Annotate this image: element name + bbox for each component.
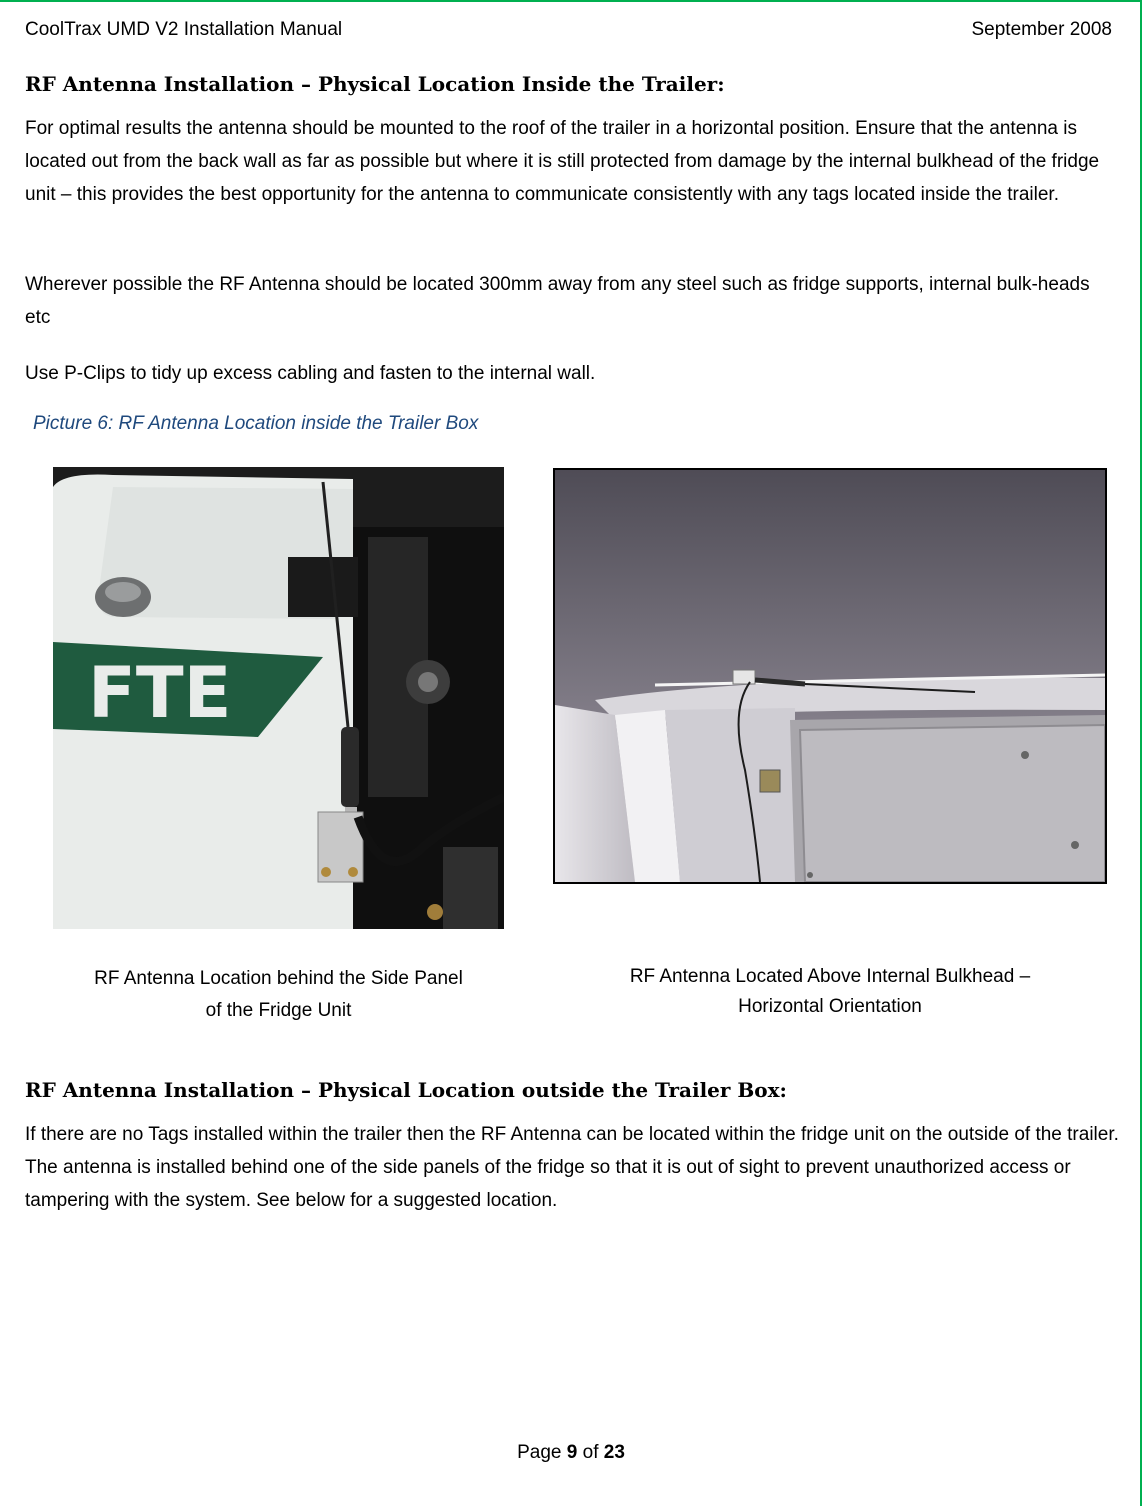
paragraph-outside-location: If there are no Tags installed within the trailer then the RF Antenna can be located within the fridge unit on the outside of the trailer. The antenna is installed behind one of the side panels of the fridge so that it is out of sight to prevent unauthorized access or tampering with the system. See below for a suggested location. — [25, 1124, 1119, 1211]
photo-internal-bulkhead — [553, 468, 1107, 884]
paragraph-steel-distance: Wherever possible the RF Antenna should be located 300mm away from any steel such as fridge supports, internal bulk-heads etc — [25, 274, 1090, 328]
section-heading-outside: RF Antenna Installation – Physical Location outside the Trailer Box: — [25, 1078, 787, 1102]
caption-left-line1: RF Antenna Location behind the Side Panel — [94, 968, 463, 989]
photo-internal-bulkhead-drawing — [555, 470, 1105, 882]
caption-left — [53, 963, 504, 1027]
caption-right-line2: Horizontal Orientation — [738, 996, 922, 1017]
paragraph-mounting: For optimal results the antenna should be mounted to the roof of the trailer in a horizontal position. Ensure that the antenna is located out from the back wall as far as possible but where it is still protected from damage by the internal bulkhead of the fridge unit – this provides the best opportunity for the antenna to communicate consistently with any tags located inside the trailer. — [25, 118, 1100, 205]
paragraph-p-clips: Use P-Clips to tidy up excess cabling and fasten to the internal wall. — [25, 363, 596, 384]
figure-title: Picture 6: RF Antenna Location inside the Trailer Box — [33, 413, 479, 434]
footer-page-number: 9 — [566, 1442, 578, 1463]
caption-right-line1: RF Antenna Located Above Internal Bulkhead – — [629, 966, 1031, 987]
caption-right — [553, 962, 1107, 1022]
photo-side-panel-drawing — [53, 467, 504, 929]
footer-page-word: Page — [517, 1442, 567, 1463]
page-footer — [0, 1442, 1142, 1464]
section-heading-inside: RF Antenna Installation – Physical Location Inside the Trailer: — [25, 72, 725, 96]
caption-left-line2: of the Fridge Unit — [205, 1000, 352, 1021]
header-date: September 2008 — [971, 19, 1112, 40]
footer-of-word: of — [577, 1442, 604, 1463]
footer-page-total: 23 — [603, 1442, 625, 1463]
photo-logo-text: FTE — [88, 652, 232, 734]
photo-side-panel — [53, 467, 504, 929]
header-title: CoolTrax UMD V2 Installation Manual — [25, 19, 343, 40]
